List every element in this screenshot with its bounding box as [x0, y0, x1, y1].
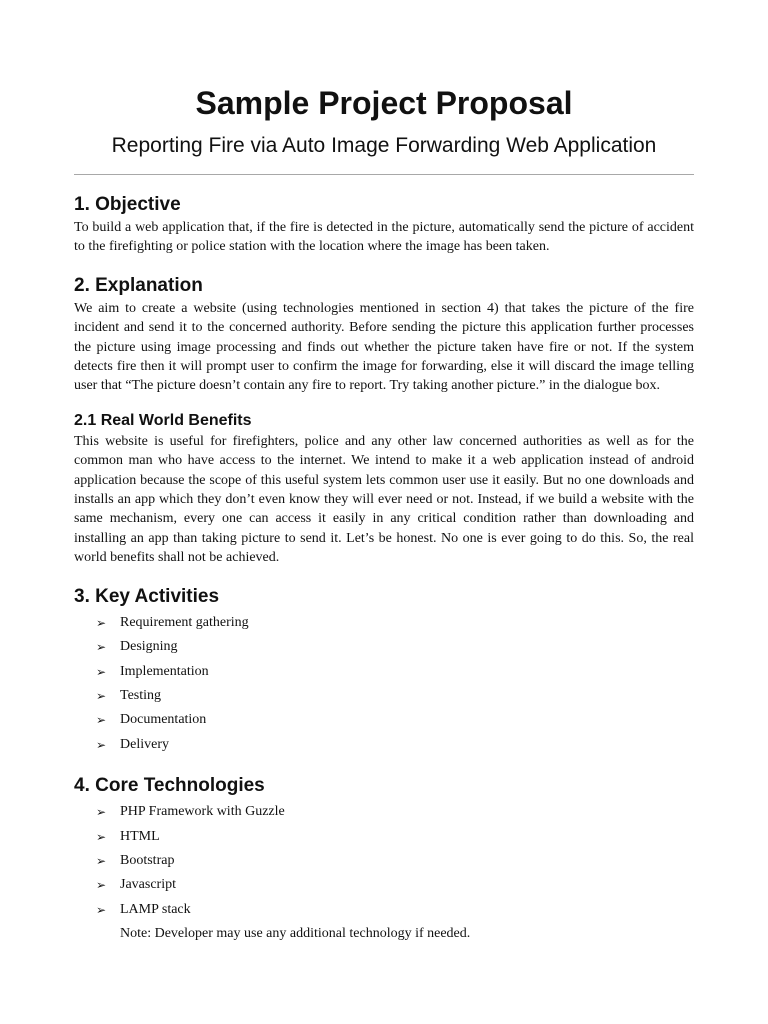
- arrowhead-bullet-icon: ➢: [96, 664, 107, 679]
- list-item: [74, 800, 694, 824]
- list-item: [74, 660, 694, 684]
- arrowhead-bullet-icon: ➢: [96, 853, 107, 868]
- list-item-text: Designing: [120, 639, 178, 655]
- document-title: Sample Project Proposal: [195, 85, 573, 121]
- arrowhead-bullet-icon: ➢: [96, 640, 107, 655]
- section-heading-explanation: 2. Explanation: [74, 274, 203, 296]
- section-heading-real-world-benefits: 2.1 Real World Benefits: [74, 411, 252, 429]
- list-item: [74, 611, 694, 635]
- section-core-technologies: [74, 773, 694, 946]
- list-item: [74, 733, 694, 757]
- list-item-text: Bootstrap: [120, 852, 175, 868]
- key-activities-list: [74, 611, 694, 757]
- list-item-text: HTML: [120, 828, 160, 844]
- arrowhead-bullet-icon: ➢: [96, 829, 107, 844]
- list-item-text: Delivery: [120, 736, 169, 752]
- list-item: [74, 684, 694, 708]
- arrowhead-bullet-icon: ➢: [96, 878, 107, 893]
- arrowhead-bullet-icon: ➢: [96, 737, 107, 752]
- list-item-text: Testing: [120, 687, 162, 703]
- list-item: [74, 635, 694, 659]
- section-key-activities: [74, 584, 694, 757]
- section-heading-core-technologies: 4. Core Technologies: [74, 775, 265, 797]
- list-item: [74, 873, 694, 897]
- list-item: [74, 708, 694, 732]
- benefits-paragraph: This website is useful for firefighters, police and any other law concerned authorities as well as for the common man who have access to the internet. We intend to make it a web application instead of android application because the scope of this useful system lets common user use it easily. But no one downloads and installs an app which they don’t even know they will ever need or not. Instead, if we build a website with the same mechanism, every one can access it easily in any critical condition rather than downloading and installing an app than taking picture to send it. Let’s be honest. No one is ever going to do this. So, the real world benefits shall not be achieved.: [74, 433, 694, 566]
- technology-note: Note: Developer may use any additional technology if needed.: [120, 926, 471, 942]
- section-explanation: [74, 273, 694, 396]
- objective-paragraph: To build a web application that, if the fire is detected in the picture, automatically send the picture of accident to the firefighting or police station with the location where the image has been taken.: [74, 220, 694, 255]
- document-body: [74, 192, 694, 946]
- arrowhead-bullet-icon: ➢: [96, 902, 107, 917]
- section-objective: [74, 192, 694, 257]
- list-item: [74, 898, 694, 922]
- core-technologies-list: [74, 800, 694, 922]
- list-item-text: LAMP stack: [120, 901, 191, 917]
- arrowhead-bullet-icon: ➢: [96, 713, 107, 728]
- list-item-text: PHP Framework with Guzzle: [120, 804, 285, 820]
- document-subtitle: Reporting Fire via Auto Image Forwarding Web Application: [111, 134, 657, 157]
- arrowhead-bullet-icon: ➢: [96, 805, 107, 820]
- section-heading-key-activities: 3. Key Activities: [74, 585, 220, 607]
- list-item-text: Requirement gathering: [120, 614, 249, 630]
- title-divider: [74, 174, 694, 175]
- arrowhead-bullet-icon: ➢: [96, 615, 107, 630]
- arrowhead-bullet-icon: ➢: [96, 688, 107, 703]
- list-item-text: Documentation: [120, 712, 207, 728]
- list-item-text: Implementation: [120, 663, 209, 679]
- list-item-text: Javascript: [120, 877, 176, 893]
- list-item: [74, 849, 694, 873]
- explanation-paragraph: We aim to create a website (using technologies mentioned in section 4) that takes the picture of the fire incident and send it to the concerned authority. Before sending the picture this application further processes the picture using image processing and finds out whether the picture taken have fire or not. If the system detects fire then it will prompt user to confirm the image for forwarding, else it will discard the image telling user that “The picture doesn’t contain any fire to report. Try taking another picture.” in the dialogue box.: [74, 300, 694, 394]
- section-real-world-benefits: [74, 410, 694, 568]
- list-item: [74, 825, 694, 849]
- section-heading-objective: 1. Objective: [74, 194, 181, 215]
